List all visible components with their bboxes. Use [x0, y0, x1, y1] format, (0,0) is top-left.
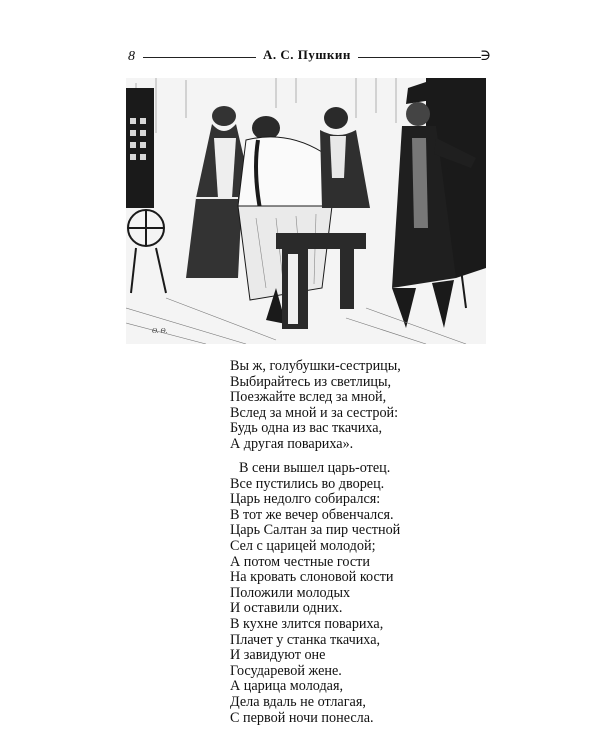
verse-line: А другая повариха».: [230, 435, 354, 452]
verse-line: Будь одна из вас ткачиха,: [230, 420, 383, 437]
verse-line: Выбирайтесь из светлицы,: [230, 373, 392, 390]
verse-line: Царь недолго собирался:: [230, 491, 381, 508]
verse-line: И оставили одних.: [230, 600, 343, 617]
verse-line: С первой ночи понесла.: [230, 709, 374, 726]
verse-line: Сел с царицей молодой;: [230, 537, 376, 554]
verse-line: Поезжайте вслед за мной,: [230, 389, 387, 406]
header-ornament-icon: ∋: [480, 48, 492, 64]
verse-line: В тот же вечер обвенчался.: [230, 506, 394, 523]
verse-line: Государевой жене.: [230, 662, 342, 679]
verse-line: В кухне злится повариха,: [230, 615, 384, 632]
engraving-illustration: [126, 78, 486, 344]
verse-line: Царь Салтан за пир честной: [230, 522, 401, 539]
stanza-1: [230, 359, 401, 453]
verse-line: А потом честные гости: [230, 553, 370, 570]
verse-line: Положили молодых: [230, 584, 351, 601]
verse-line: Плачет у станка ткачиха,: [230, 631, 381, 648]
page-number: 8: [128, 49, 135, 64]
illustration-signature: Ѳ. Ѳ.: [152, 327, 168, 335]
verse-line: А царица молодая,: [230, 678, 344, 695]
verse-line: И завидуют оне: [230, 647, 326, 664]
verse-line: Все пустились во дворец.: [230, 475, 385, 492]
verse-line: Вслед за мной и за сестрой:: [230, 404, 399, 421]
stanza-2: [230, 461, 400, 726]
verse-line: На кровать слоновой кости: [230, 569, 394, 586]
verse-line: Вы ж, голубушки-сестрицы,: [230, 358, 401, 374]
verse-line: В сени вышел царь-отец.: [239, 460, 391, 476]
verse-line: Дела вдаль не отлагая,: [230, 693, 366, 710]
running-title: А. С. Пушкин: [256, 47, 358, 63]
